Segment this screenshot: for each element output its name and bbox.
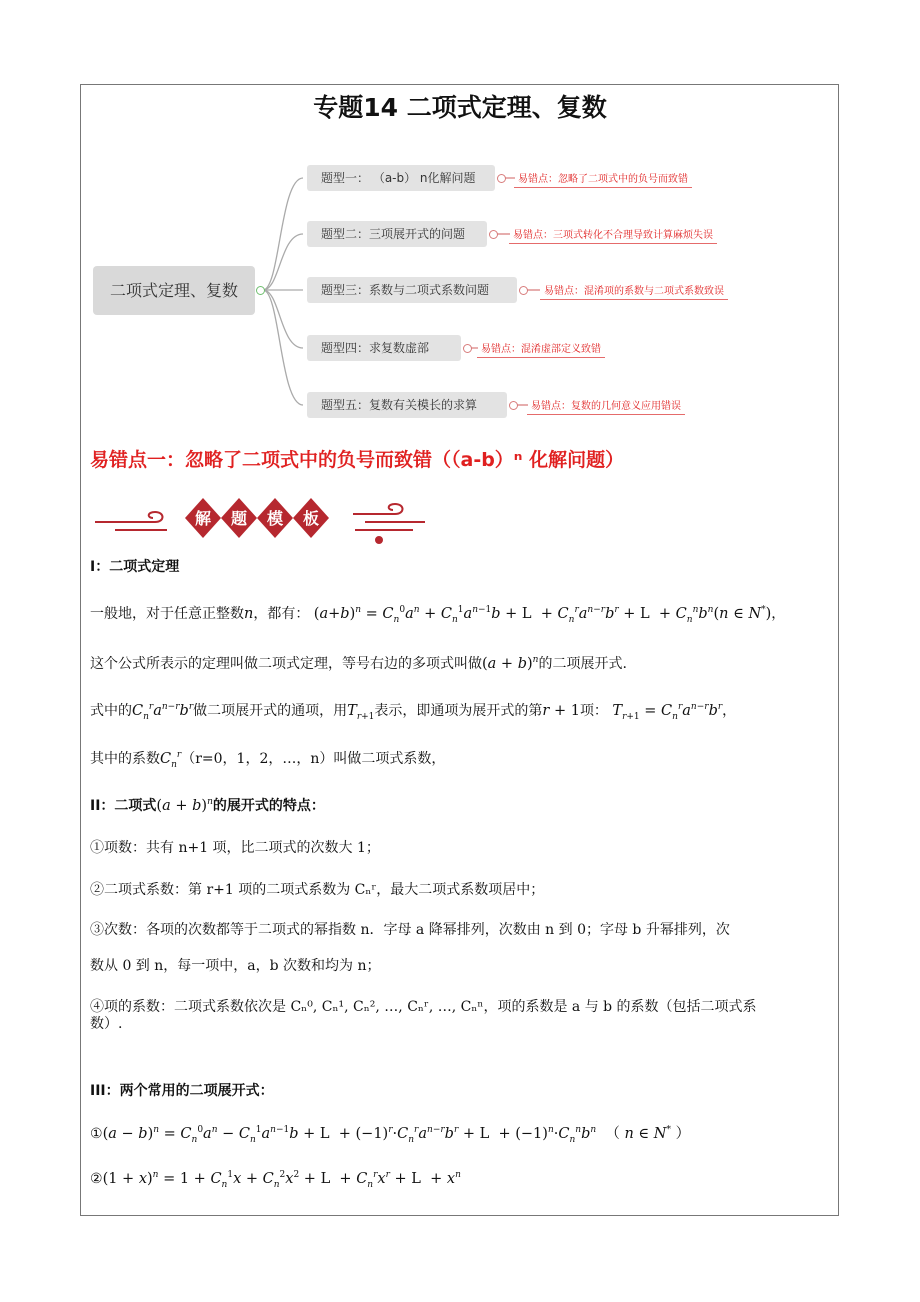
section-2-title [90, 795, 325, 815]
expansion-2 [90, 1165, 461, 1195]
general-term-formula: $T_{r+1} = C_n^ra^{n-r}b^r$ [612, 702, 723, 722]
page-title: 专题14 二项式定理、复数 [313, 93, 607, 122]
expansion-1 [90, 1120, 690, 1150]
theorem-prefix: 一般地，对于任意正整数 [90, 605, 244, 622]
banner-char-2: 题 [230, 509, 248, 528]
general-term-line: 式中的$C_n^ra^{n-r}b^r$做二项展开式的通项，用$T_{r+1}$表示，即通项为展开式的第r + 1项： $T_{r+1} = C_n^ra^{n-r}b^r$， [90, 702, 737, 722]
topic-3-collapse-icon[interactable] [519, 286, 528, 295]
mindmap-topic-1: 题型一： （a-b） n化解问题 [307, 165, 495, 191]
mindmap-error-4: 易错点：混淆虚部定义致错 [477, 340, 605, 358]
mindmap-error-3: 易错点：混淆项的系数与二项式系数致误 [540, 282, 728, 300]
general-term-expr: $C_n^ra^{n-r}b^r$ [132, 702, 194, 722]
section-2-title-suffix: 的展开式的特点： [212, 798, 325, 814]
mindmap-topic-5: 题型五：复数有关模长的求算 [307, 392, 507, 418]
banner-char-3: 模 [266, 509, 284, 528]
binomial-theorem-formula: $(a+b)^n = C_n^0a^n + C_n^1a^{n-1}b + L + C_n^ra^{n-r}b^r + L + C_n^nb^n(n$ ∈ N*) [313, 605, 772, 625]
feature-item-3: ③次数：各项的次数都等于二项式的幂指数 n．字母 a 降幂排列，次数由 n 到 0；字母 b 升幂排列，次 [90, 922, 730, 938]
topic-2-collapse-icon[interactable] [489, 230, 498, 239]
feature-item-3-cont: 数从 0 到 n，每一项中，a，b 次数和均为 n； [90, 958, 381, 974]
expansion-1-label: ① [90, 1125, 103, 1142]
mindmap-connectors [0, 0, 920, 440]
expansion-1-formula: $(a - b)^n = C_n^0a^n - C_n^1a^{n-1}b + L + (-1)^r\cdot C_n^ra^{n-r}b^r + L + (-1)^n\cdot C_n^nb^n$ （ n ∈ N* ） [102, 1125, 691, 1145]
mindmap-topic-2: 题型二：三项展开式的问题 [307, 221, 487, 247]
error-point-heading: 易错点一：忽略了二项式中的负号而致错（（a-b）ⁿ 化解问题） [90, 449, 625, 471]
banner-char-4: 板 [302, 509, 320, 528]
theorem-mid: ，都有： [253, 605, 310, 622]
expansion-2-label: ② [90, 1170, 103, 1187]
section-2-title-prefix: II：二项式 [90, 798, 157, 814]
feature-item-2: ②二项式系数：第 r+1 项的二项式系数为 Cₙʳ，最大二项式系数项居中； [90, 882, 545, 898]
definition-suffix: 的二项展开式. [538, 655, 627, 672]
feature-item-4: ④项的系数：二项式系数依次是 Cₙ⁰, Cₙ¹, Cₙ², …, Cₙʳ, …, Cₙⁿ，项的系数是 a 与 b 的系数（包括二项式系 [90, 999, 757, 1015]
var-n: n [244, 605, 254, 622]
mindmap-error-2: 易错点：三项式转化不合理导致计算麻烦失误 [509, 226, 717, 244]
coefficient-range: （r=0，1，2，…，n）叫做二项式系数， [181, 750, 446, 767]
section-3-title: III：两个常用的二项展开式： [90, 1083, 274, 1099]
coefficient-expr: $C_n^r$ [160, 750, 182, 770]
root-collapse-icon[interactable] [256, 286, 265, 295]
general-term-mid3: 项： [579, 702, 608, 719]
r-plus-1: r + 1 [542, 702, 580, 719]
definition-text: 这个公式所表示的定理叫做二项式定理，等号右边的多项式叫做 [90, 655, 482, 672]
section-2-expr: $(a + b)^n$ [156, 797, 213, 814]
coefficient-line [90, 745, 445, 775]
expansion-2-formula: $(1 + x)^n = 1 + C_n^1x + C_n^2x^2 + L + C_n^rx^r + L + x^n$ [102, 1170, 461, 1190]
t-r-plus-1: $T_{r+1}$ [347, 702, 375, 722]
topic-1-collapse-icon[interactable] [497, 174, 506, 183]
general-term-mid2: 表示，即通项为展开式的第 [374, 702, 543, 719]
theorem-line: 一般地，对于任意正整数n，都有： $(a+b)^n = C_n^0a^n + C_n^1a^{n-1}b + L + C_n^ra^{n-r}b^r + L + C_n^nb^n(n$ ∈ N*)， [90, 605, 786, 625]
topic-4-collapse-icon[interactable] [463, 344, 472, 353]
template-banner [95, 488, 425, 548]
feature-item-4-cont: 数）. [90, 1016, 123, 1032]
topic-5-collapse-icon[interactable] [509, 401, 518, 410]
general-term-mid1: 做二项展开式的通项，用 [193, 702, 348, 719]
feature-item-1: ①项数：共有 n+1 项，比二项式的次数大 1； [90, 840, 380, 856]
binomial-expr: $(a + b)^n$ [482, 655, 539, 672]
mindmap-topic-4: 题型四：求复数虚部 [307, 335, 461, 361]
mindmap-error-1: 易错点：忽略了二项式中的负号而致错 [514, 170, 692, 188]
definition-line [90, 650, 627, 674]
mindmap-topic-3: 题型三：系数与二项式系数问题 [307, 277, 517, 303]
general-term-prefix: 式中的 [90, 702, 132, 719]
coefficient-prefix: 其中的系数 [90, 750, 160, 767]
mindmap-root: 二项式定理、复数 [93, 266, 255, 315]
section-1-title: I：二项式定理 [90, 559, 180, 575]
mindmap-error-5: 易错点：复数的几何意义应用错误 [527, 397, 685, 415]
banner-char-1: 解 [194, 509, 212, 528]
